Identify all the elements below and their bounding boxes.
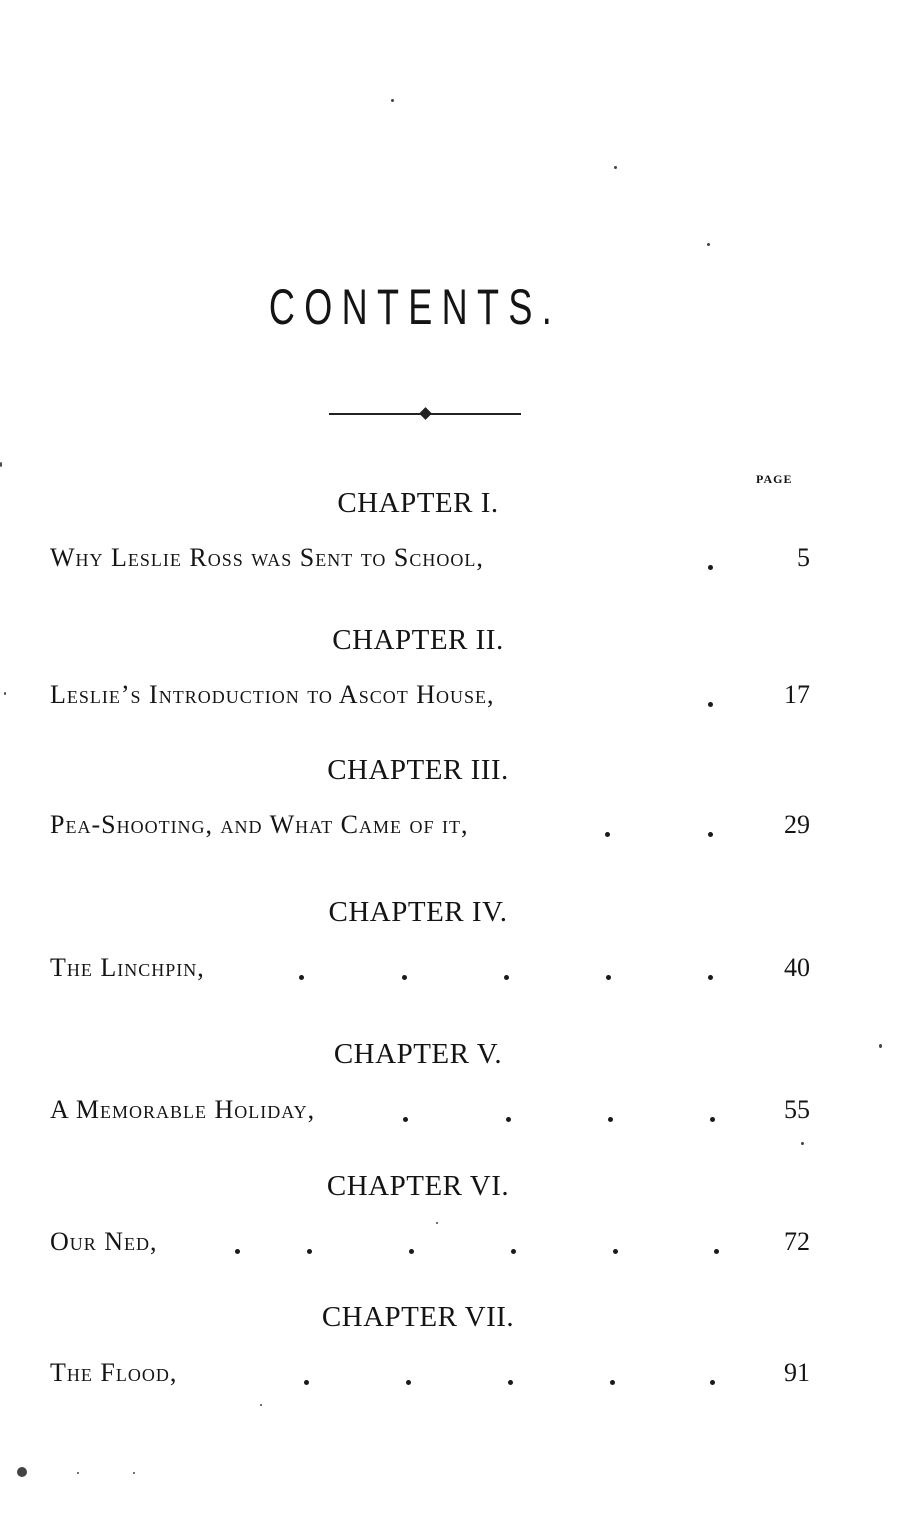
chapter-heading: CHAPTER I. (337, 487, 499, 519)
scan-speck (436, 1222, 438, 1224)
toc-entry[interactable] (0, 543, 923, 577)
toc-entry[interactable] (0, 1227, 923, 1261)
chapter-page-number: 72 (784, 1227, 810, 1256)
divider-ornament (419, 407, 432, 420)
scan-speck (707, 243, 710, 246)
chapter-title: Pea-Shooting, and What Came of it, (50, 810, 469, 839)
leader-dot (608, 1117, 613, 1122)
chapter-title: The Flood, (50, 1358, 178, 1387)
chapter-heading: CHAPTER VI. (326, 1170, 510, 1202)
chapter-heading: CHAPTER V. (333, 1038, 503, 1070)
leader-dot (605, 832, 610, 837)
leader-dot (708, 975, 713, 980)
toc-entry[interactable] (0, 1358, 923, 1392)
leader-dot (710, 1380, 715, 1385)
scan-speck (77, 1472, 79, 1474)
chapter-title: The Linchpin, (50, 953, 205, 982)
chapter-title: A Memorable Holiday, (50, 1095, 316, 1124)
scan-speck (260, 1404, 262, 1406)
chapter-title: Leslie’s Introduction to Ascot House, (50, 680, 495, 709)
chapter-page-number: 55 (784, 1095, 810, 1124)
leader-dot (606, 975, 611, 980)
leader-dot (409, 1249, 414, 1254)
page-column-label: PAGE (756, 472, 793, 486)
scan-speck (17, 1467, 27, 1477)
leader-dot (708, 702, 713, 707)
scan-speck (614, 166, 617, 169)
leader-dot (403, 1117, 408, 1122)
leader-dot (406, 1380, 411, 1385)
leader-dot (613, 1249, 618, 1254)
chapter-title: Why Leslie Ross was Sent to School, (50, 543, 484, 572)
scan-speck (0, 462, 2, 467)
chapter-page-number: 5 (797, 543, 810, 572)
scan-speck (4, 692, 6, 695)
chapter-heading: CHAPTER III. (327, 754, 509, 786)
leader-dot (708, 832, 713, 837)
leader-dot (506, 1117, 511, 1122)
chapter-page-number: 17 (784, 680, 810, 709)
leader-dot (610, 1380, 615, 1385)
toc-entry[interactable] (0, 953, 923, 987)
leader-dot (710, 1117, 715, 1122)
leader-dot (504, 975, 509, 980)
leader-dot (299, 975, 304, 980)
leader-dot (235, 1249, 240, 1254)
chapter-page-number: 29 (784, 810, 810, 839)
chapter-heading: CHAPTER VII. (321, 1301, 515, 1333)
leader-dot (511, 1249, 516, 1254)
scan-speck (133, 1472, 135, 1474)
chapter-heading: CHAPTER II. (332, 624, 504, 656)
page-title: CONTENTS. (268, 279, 562, 335)
scan-speck (391, 99, 394, 102)
toc-entry[interactable] (0, 810, 923, 844)
scan-speck (879, 1044, 882, 1048)
chapter-title: Our Ned, (50, 1227, 158, 1256)
leader-dot (708, 565, 713, 570)
leader-dot (508, 1380, 513, 1385)
chapter-heading: CHAPTER IV. (328, 896, 508, 928)
leader-dot (402, 975, 407, 980)
toc-entry[interactable] (0, 1095, 923, 1129)
leader-dot (304, 1380, 309, 1385)
scan-speck (801, 1142, 804, 1145)
leader-dot (714, 1249, 719, 1254)
chapter-page-number: 91 (784, 1358, 810, 1387)
toc-entry[interactable] (0, 680, 923, 714)
chapter-page-number: 40 (784, 953, 810, 982)
leader-dot (307, 1249, 312, 1254)
